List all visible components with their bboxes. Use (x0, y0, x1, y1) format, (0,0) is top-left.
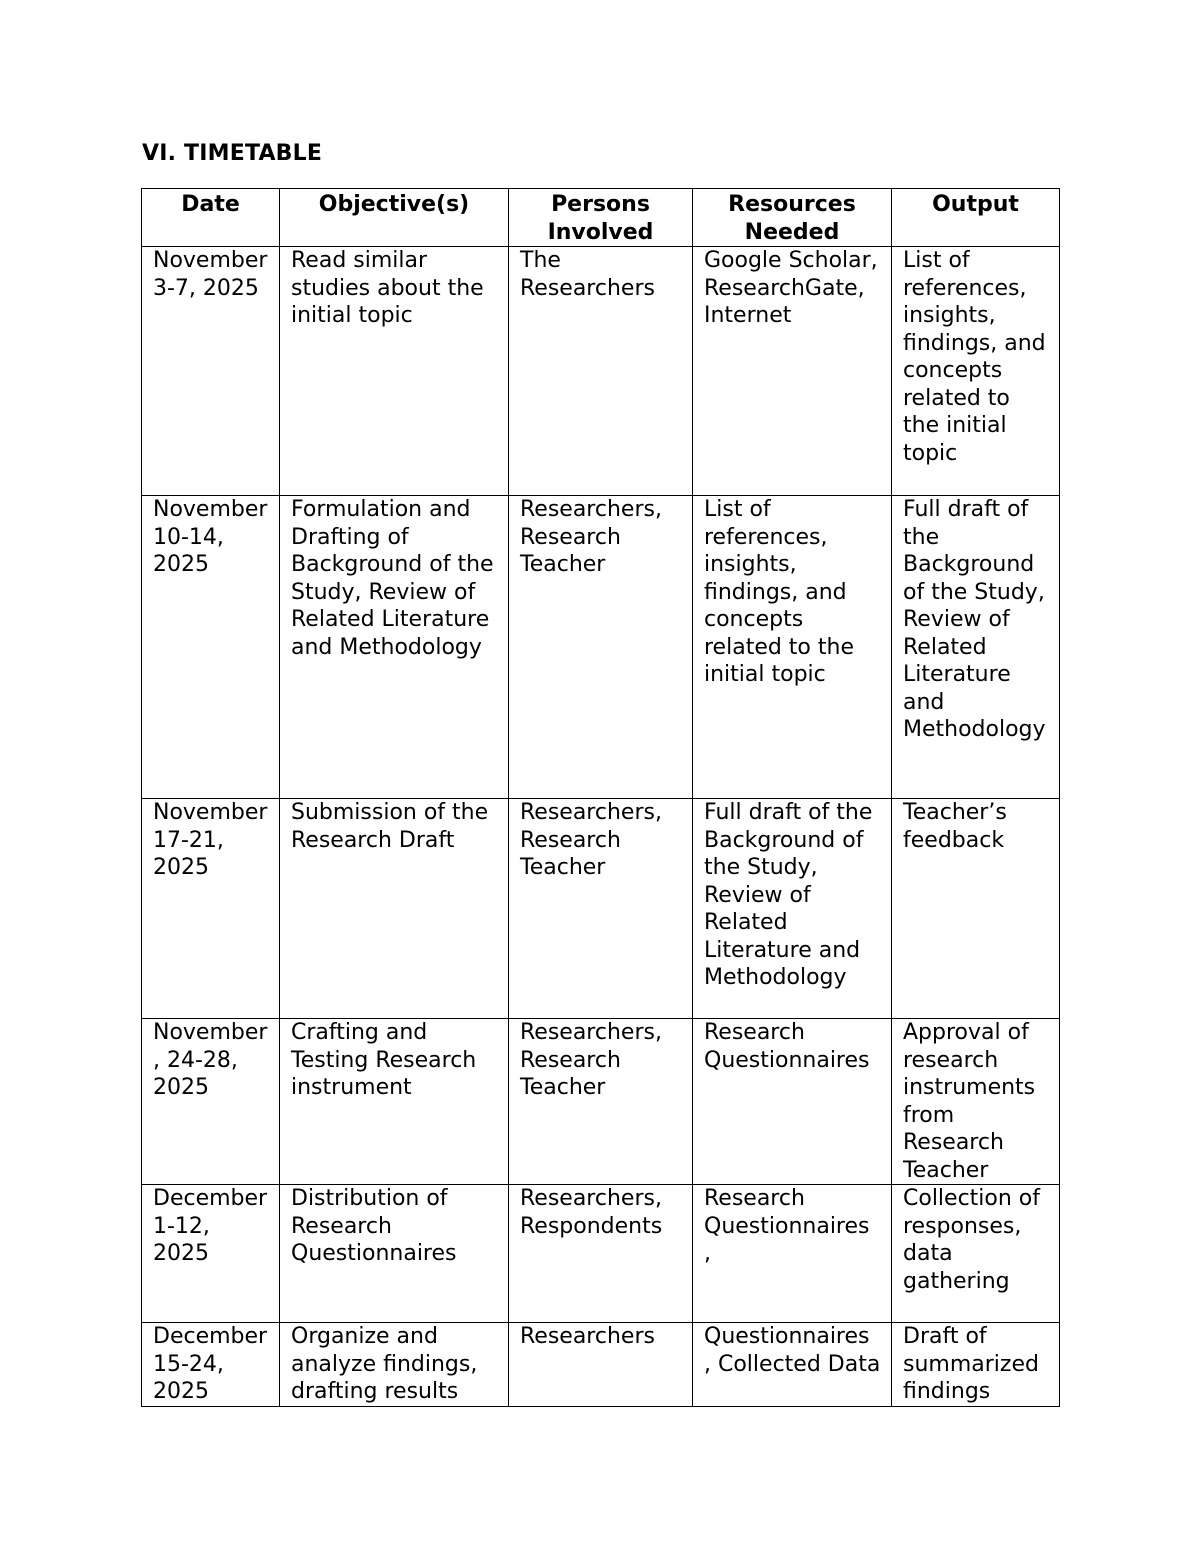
cell-resources: List of references, insights, findings, and concepts related to the initial topic (693, 496, 892, 799)
table-header-row (142, 189, 1060, 247)
cell-date: November 17-21, 2025 (142, 799, 280, 1019)
cell-output: Approval of research instruments from Research Teacher (892, 1019, 1060, 1185)
cell-date: November , 24-28, 2025 (142, 1019, 280, 1185)
cell-output: Collection of responses, data gathering (892, 1185, 1060, 1323)
cell-persons: Researchers, Research Teacher (509, 799, 693, 1019)
header-output: Output (892, 189, 1060, 247)
table-row (142, 1323, 1060, 1407)
cell-date: December 1-12, 2025 (142, 1185, 280, 1323)
cell-persons: Researchers (509, 1323, 693, 1407)
cell-objective: Submission of the Research Draft (280, 799, 509, 1019)
cell-objective: Formulation and Drafting of Background of the Study, Review of Related Literature and Methodology (280, 496, 509, 799)
cell-output: Teacher’s feedback (892, 799, 1060, 1019)
cell-persons: Researchers, Respondents (509, 1185, 693, 1323)
cell-objective: Crafting and Testing Research instrument (280, 1019, 509, 1185)
cell-date: December 15-24, 2025 (142, 1323, 280, 1407)
header-objectives: Objective(s) (280, 189, 509, 247)
cell-objective: Distribution of Research Questionnaires (280, 1185, 509, 1323)
header-persons-involved: Persons Involved (509, 189, 693, 247)
cell-date: November 10-14, 2025 (142, 496, 280, 799)
cell-resources: Questionnaires , Collected Data (693, 1323, 892, 1407)
cell-resources: Research Questionnaires , (693, 1185, 892, 1323)
cell-objective: Organize and analyze findings, drafting results (280, 1323, 509, 1407)
table-row (142, 496, 1060, 799)
table-row (142, 247, 1060, 496)
cell-persons: The Researchers (509, 247, 693, 496)
cell-persons: Researchers, Research Teacher (509, 1019, 693, 1185)
cell-resources: Google Scholar, ResearchGate, Internet (693, 247, 892, 496)
table-row (142, 799, 1060, 1019)
cell-resources: Full draft of the Background of the Study, Review of Related Literature and Methodology (693, 799, 892, 1019)
cell-output: Draft of summarized findings (892, 1323, 1060, 1407)
cell-objective: Read similar studies about the initial topic (280, 247, 509, 496)
table-row (142, 1019, 1060, 1185)
cell-resources: Research Questionnaires (693, 1019, 892, 1185)
header-resources-needed: Resources Needed (693, 189, 892, 247)
cell-output: List of references, insights, findings, and concepts related to the initial topic (892, 247, 1060, 496)
cell-date: November 3-7, 2025 (142, 247, 280, 496)
table-row (142, 1185, 1060, 1323)
section-heading: VI. TIMETABLE (142, 141, 323, 166)
timetable-table (141, 188, 1060, 1407)
cell-output: Full draft of the Background of the Study, Review of Related Literature and Methodology (892, 496, 1060, 799)
header-date: Date (142, 189, 280, 247)
cell-persons: Researchers, Research Teacher (509, 496, 693, 799)
